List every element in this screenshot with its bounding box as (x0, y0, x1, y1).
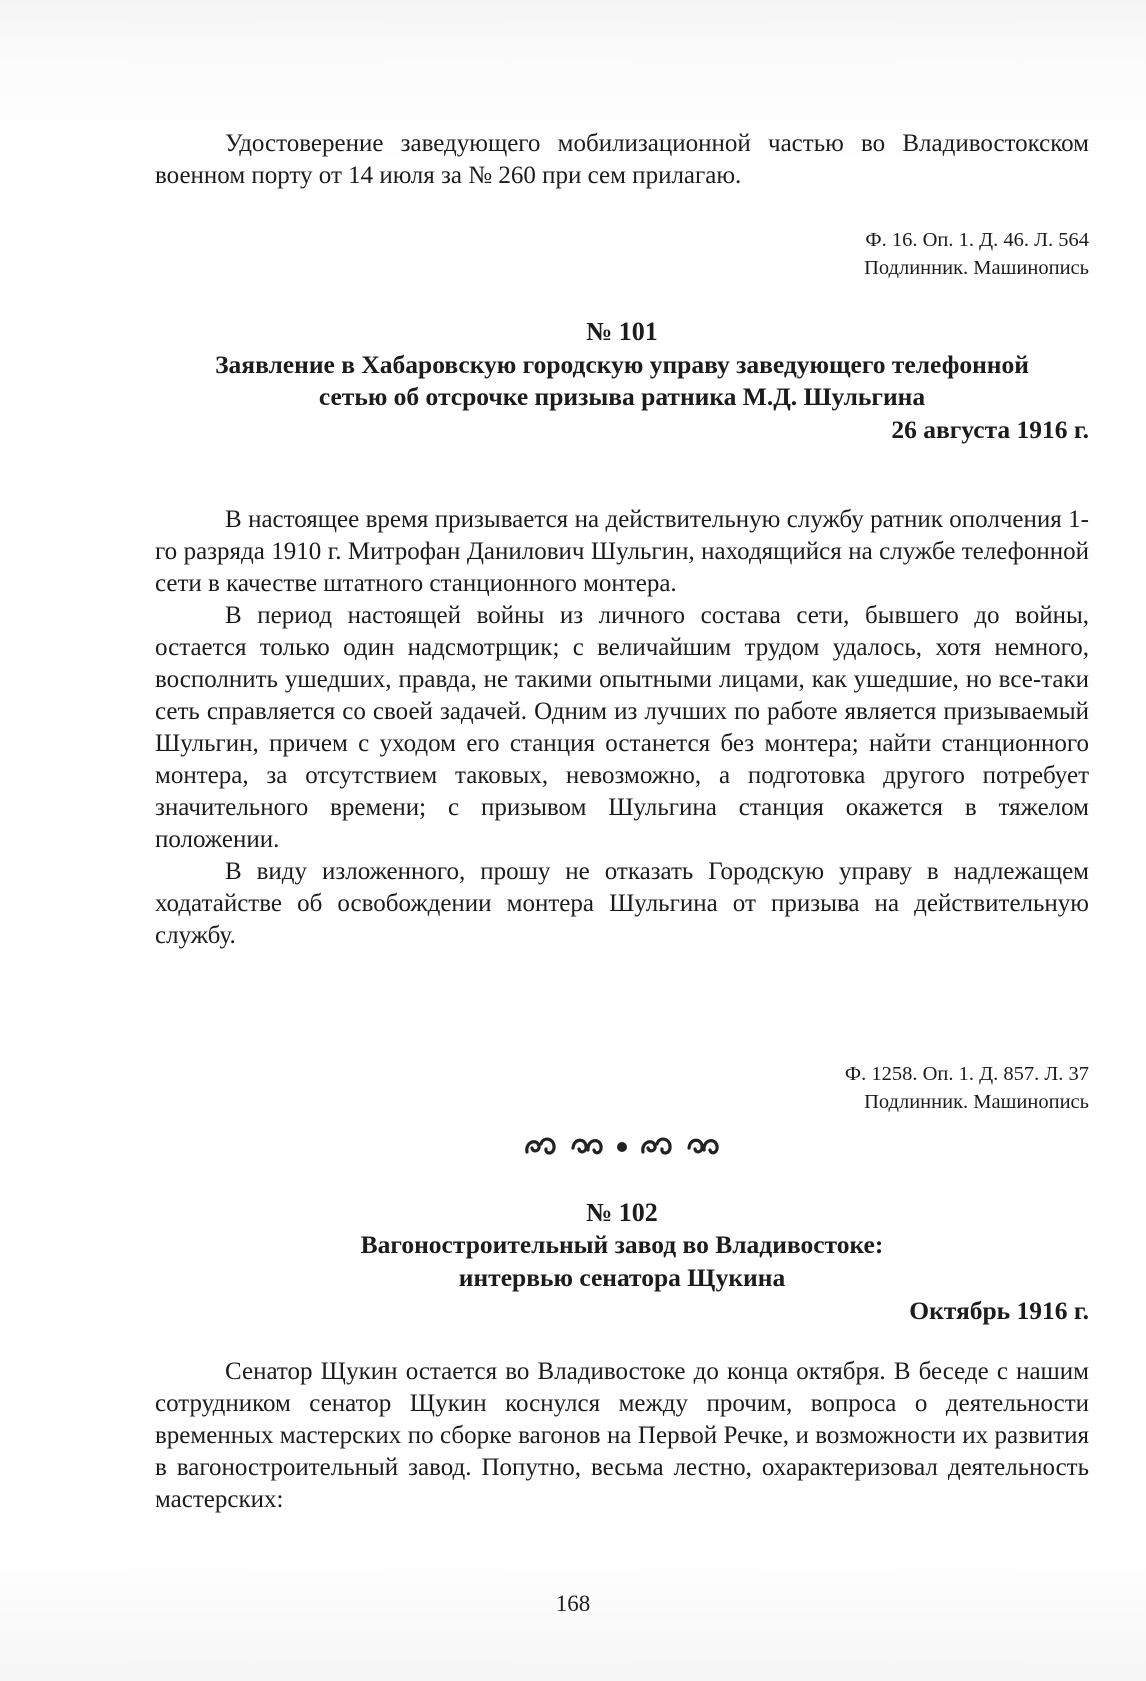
document-title-101-line1: Заявление в Хабаровскую городскую управу заведующего телефонной (215, 350, 1029, 379)
left-swirl-ornament-icon (639, 1134, 675, 1160)
document-number-101: № 101 (586, 317, 658, 346)
right-swirl-ornament-icon (685, 1134, 721, 1160)
body-paragraph: Сенатор Щукин остается во Владивостоке до конца октября. В беседе с нашим сотрудником сенатор Щукин коснулся между прочим, вопроса о деятельности временных мастерских по сборке вагонов на Первой Речке, и возможности их развития в вагоностроительный завод. Попутно, весьма лестно, охарактеризовал деятельность мастерских: (155, 1358, 1089, 1513)
document-date-102: Октябрь 1916 г. (909, 1296, 1089, 1325)
archive-reference: Ф. 1258. Оп. 1. Д. 857. Л. 37 (844, 1063, 1089, 1085)
body-paragraph: В виду изложенного, прошу не отказать Городскую управу в надлежащем ходатайстве об освобождении монтера Шульгина от призыва на действительную службу. (155, 858, 1089, 949)
archive-reference: Ф. 16. Оп. 1. Д. 46. Л. 564 (865, 229, 1089, 251)
archive-document-type: Подлинник. Машинопись (864, 257, 1089, 279)
archive-document-type: Подлинник. Машинопись (864, 1091, 1089, 1113)
document-body-102 (155, 1356, 1089, 1516)
document-body-101 (155, 504, 1089, 952)
document-date-101: 26 августа 1916 г. (891, 415, 1089, 444)
document-title-102-line2: интервью сенатора Щукина (458, 1263, 786, 1292)
left-swirl-ornament-icon (523, 1134, 559, 1160)
document-title-102-line1: Вагоностроительный завод во Владивостоке: (360, 1230, 884, 1259)
intro-paragraph: Удостоверение заведующего мобилизационной частью во Владивостокском военном порту от 14 июля за № 260 при сем прилагаю. (155, 130, 1089, 189)
body-paragraph: В настоящее время призывается на действительную службу ратник ополчения 1-го разряда 1910 г. Митрофан Данилович Шульгин, находящийся на службе телефонной сети в качестве штатного станционного монтера. (155, 506, 1089, 597)
right-swirl-ornament-icon (569, 1134, 605, 1160)
archive-source-1 (589, 226, 1089, 282)
page-number: 168 (555, 1591, 591, 1616)
body-paragraph: В период настоящей войны из личного состава сети, бывшего до войны, остается только один надсмотрщик; с величайшим трудом удалось, хотя немного, восполнить ушедших, правда, не такими опытными лицами, как ушедшие, но все-таки сеть справляется со своей задачей. Одним из лучших по работе является призываемый Шульгин, причем с уходом его станция останется без монтера; найти станционного монтера, за отсутствием таковых, невозможно, а подготовка другого потребует значительного времени; с призывом Шульгина станция окажется в тяжелом положении. (155, 602, 1089, 853)
bullet-dot-icon (615, 1140, 629, 1154)
document-title-101-line2: сетью об отсрочке призыва ратника М.Д. Шульгина (318, 382, 926, 411)
document-number-102: № 102 (586, 1198, 658, 1227)
archive-source-2 (589, 1060, 1089, 1116)
section-divider-ornament (155, 1127, 1089, 1167)
